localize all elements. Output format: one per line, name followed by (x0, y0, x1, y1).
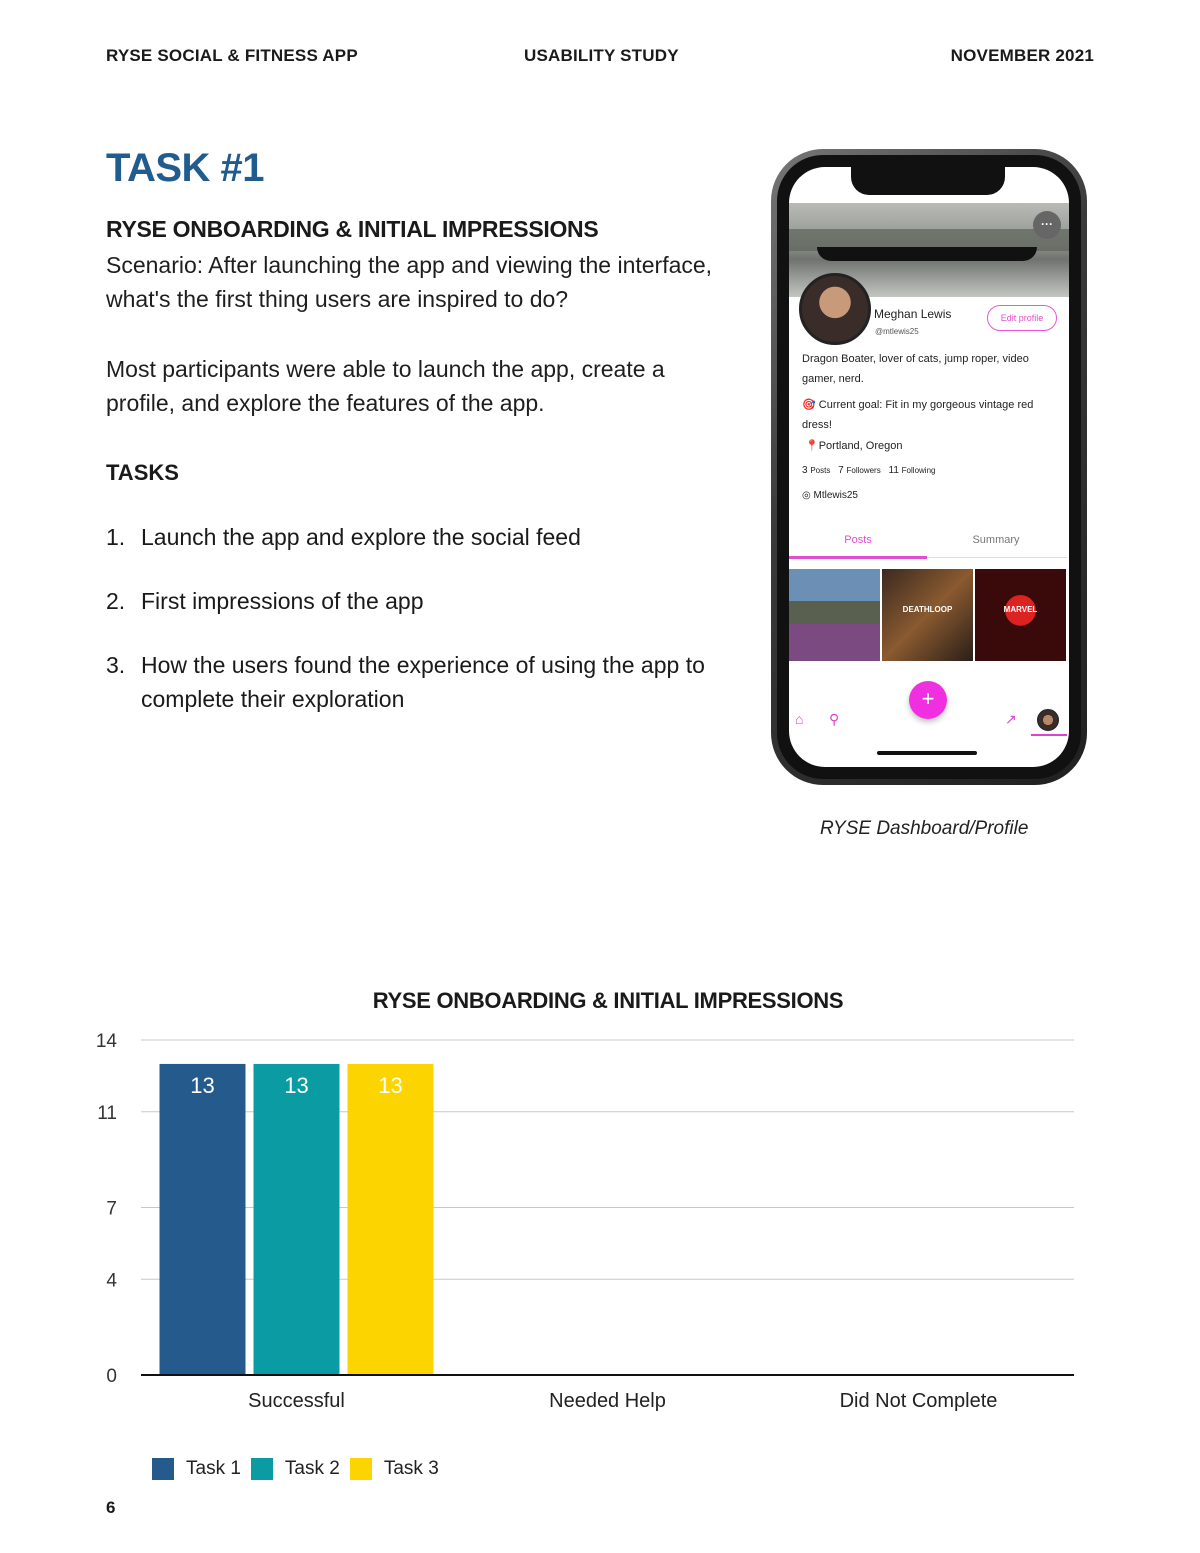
x-tick-label: Did Not Complete (839, 1390, 998, 1412)
thumbnail-label: DEATHLOOP (902, 605, 953, 614)
bar-chart (0, 1020, 1200, 1440)
cover-boat (817, 247, 1037, 261)
legend-label: Task 2 (284, 1458, 340, 1479)
header-app-name: RYSE SOCIAL & FITNESS APP (106, 46, 358, 65)
list-text: Launch the app and explore the social feed (141, 524, 581, 550)
phone-mockup (771, 149, 1087, 785)
profile-goal: 🎯 Current goal: Fit in my gorgeous vintage red dress! (802, 399, 1034, 431)
list-number: 1. (106, 524, 126, 550)
scenario-text: Scenario: After launching the app and viewing the interface, what's the first thing users are inspired to do? (106, 252, 713, 312)
chart-legend (152, 1458, 449, 1480)
more-options-icon[interactable]: ··· (1033, 211, 1061, 239)
y-tick-label: 0 (106, 1366, 117, 1387)
legend-item (350, 1458, 439, 1480)
legend-swatch (350, 1458, 372, 1480)
data-label: 13 (190, 1072, 215, 1098)
home-indicator (877, 751, 977, 755)
list-item (106, 648, 746, 716)
posts-label: Posts (810, 466, 831, 475)
post-thumbnail[interactable] (975, 569, 1066, 661)
add-post-button[interactable]: + (909, 681, 947, 719)
profile-nav-avatar[interactable] (1037, 709, 1059, 731)
tab-posts[interactable]: Posts (844, 534, 872, 546)
list-item (106, 520, 746, 554)
data-label: 13 (284, 1072, 309, 1098)
followers-label[interactable]: Followers (846, 466, 881, 475)
list-text: First impressions of the app (141, 588, 424, 614)
header-study-name: USABILITY STUDY (524, 46, 679, 65)
search-icon[interactable]: ⚲ (829, 711, 840, 727)
task-title: TASK #1 (106, 146, 265, 190)
tasks-heading: TASKS (106, 460, 179, 485)
y-tick-label: 7 (106, 1198, 117, 1220)
phone-notch (851, 167, 1005, 195)
phone-screen (789, 167, 1069, 767)
image-caption: RYSE Dashboard/Profile (820, 818, 1029, 839)
data-label: 13 (378, 1072, 403, 1098)
post-thumbnail[interactable] (882, 569, 973, 661)
list-text: How the users found the experience of using the app to complete their exploration (141, 652, 705, 712)
instagram-link[interactable] (802, 490, 858, 501)
home-icon[interactable]: ⌂ (795, 711, 804, 727)
summary-text: Most participants were able to launch the app, create a profile, and explore the features of the app. (106, 356, 665, 416)
instagram-icon: ◎ (802, 490, 814, 501)
chart-title: RYSE ONBOARDING & INITIAL IMPRESSIONS (372, 988, 844, 1013)
profile-bio: Dragon Boater, lover of cats, jump roper, video gamer, nerd. (802, 353, 1029, 385)
legend-label: Task 1 (186, 1458, 241, 1479)
profile-location (805, 439, 902, 452)
legend-label: Task 3 (383, 1458, 439, 1479)
x-tick-label: Needed Help (549, 1390, 666, 1412)
task-subtitle: RYSE ONBOARDING & INITIAL IMPRESSIONS (106, 216, 599, 242)
bar (254, 1064, 340, 1375)
x-tick-label: Successful (248, 1390, 345, 1412)
task-list (106, 520, 746, 746)
list-number: 2. (106, 588, 126, 614)
location-pin-icon: 📍 (805, 440, 819, 452)
phone-bezel (777, 155, 1081, 779)
tab-summary[interactable]: Summary (972, 534, 1020, 546)
list-number: 3. (106, 652, 126, 678)
posts-count: 3 (802, 465, 808, 476)
y-tick-label: 11 (97, 1102, 117, 1124)
post-thumbnail[interactable] (789, 569, 880, 661)
following-count[interactable]: 11 (888, 465, 899, 476)
thumbnail-label: MARVEL (1003, 605, 1038, 614)
following-label[interactable]: Following (901, 466, 936, 475)
list-item (106, 584, 746, 618)
legend-swatch (251, 1458, 273, 1480)
profile-name: Meghan Lewis (874, 307, 952, 321)
page-header (106, 46, 1094, 68)
tab-active-indicator (789, 556, 927, 559)
bar (160, 1064, 246, 1375)
legend-item (152, 1458, 241, 1480)
edit-profile-button[interactable]: Edit profile (987, 305, 1057, 331)
legend-item (251, 1458, 340, 1480)
nav-active-indicator (1031, 734, 1067, 736)
trending-icon[interactable]: ↗ (1005, 711, 1017, 727)
legend-swatch (152, 1458, 174, 1480)
header-date: NOVEMBER 2021 (950, 46, 1094, 65)
page-number: 6 (106, 1498, 116, 1517)
location-text: Portland, Oregon (818, 440, 903, 452)
instagram-handle: Mtlewis25 (813, 490, 858, 501)
y-tick-label: 4 (106, 1270, 117, 1292)
followers-count[interactable]: 7 (838, 465, 844, 476)
profile-stats (802, 465, 940, 476)
bar (348, 1064, 434, 1375)
avatar[interactable] (799, 273, 871, 345)
profile-handle: @mtlewis25 (875, 327, 919, 336)
tab-divider (927, 557, 1067, 558)
y-tick-label: 14 (95, 1031, 117, 1052)
